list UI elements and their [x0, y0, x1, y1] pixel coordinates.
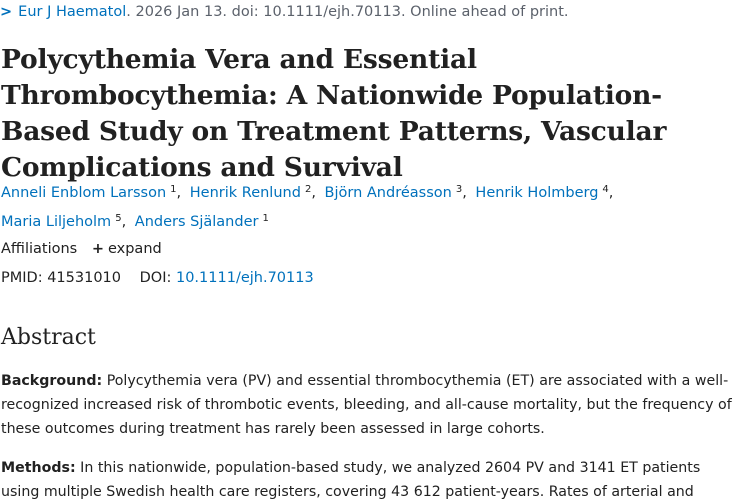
affiliation-number[interactable]: 1	[170, 184, 177, 195]
affiliation-number[interactable]: 2	[304, 184, 312, 195]
affiliation-number[interactable]: 4	[602, 184, 609, 195]
affiliation-number[interactable]: 1	[262, 213, 269, 224]
affiliation-number[interactable]: 5	[115, 213, 122, 224]
expand-affiliations-button[interactable]: + expand	[91, 241, 162, 257]
affiliations-label: Affiliations	[1, 241, 78, 257]
plus-icon: +	[91, 241, 104, 257]
citation-line	[0, 4, 569, 20]
author-link[interactable]: Björn Andréasson $^3$	[324, 184, 463, 201]
abstract-heading: Abstract	[1, 325, 96, 350]
methods-label: Methods:	[1, 460, 76, 476]
affiliation-number[interactable]: 3	[455, 184, 463, 195]
pmid-label: PMID:	[1, 270, 43, 286]
author-link[interactable]: Henrik Holmberg $^4$	[475, 184, 609, 201]
citation-details: . 2026 Jan 13. doi: 10.1111/ejh.70113. Online ahead of print.	[126, 4, 569, 20]
author-list: Anneli Enblom Larsson $^1$, Henrik Renlund $^2$, Björn Andréasson $^3$, Henrik Holmberg $^4$, Maria Liljeholm $^5$, Anders Själander $^1$	[1, 184, 614, 230]
background-text: Polycythemia vera (PV) and essential thrombocythemia (ET) are associated with a well-recognized increased risk of thrombotic events, bleeding, and all-cause mortality, but the frequency of these outcomes during treatment has rarely been assessed in large cohorts.	[1, 373, 732, 437]
doi-label: DOI:	[139, 270, 172, 286]
article-title: Polycythemia Vera and Essential Thrombocythemia: A Nationwide Population-Based Study on Treatment Patterns, Vascular Complications and Survival	[1, 44, 667, 183]
author-link[interactable]: Anders Själander $^1$	[134, 213, 269, 230]
affiliations-row	[1, 241, 162, 257]
author-link[interactable]: Anneli Enblom Larsson $^1$	[1, 184, 177, 201]
chevron-right-icon[interactable]: >	[0, 4, 13, 20]
abstract-background	[1, 369, 743, 441]
author-link[interactable]: Maria Liljeholm $^5$	[1, 213, 122, 230]
author-link[interactable]: Henrik Renlund $^2$	[189, 184, 312, 201]
pmid-value: 41531010	[47, 270, 122, 286]
methods-text: In this nationwide, population-based study, we analyzed 2604 PV and 3141 ET patients using multiple Swedish health care registers, covering 43 612 patient-years. Rates of arterial and	[1, 460, 701, 500]
identifiers-row	[1, 270, 314, 286]
doi-link[interactable]: 10.1111/ejh.70113	[175, 270, 314, 286]
journal-link[interactable]: Eur J Haematol	[18, 4, 127, 20]
abstract-methods	[1, 456, 743, 504]
background-label: Background:	[1, 373, 103, 389]
